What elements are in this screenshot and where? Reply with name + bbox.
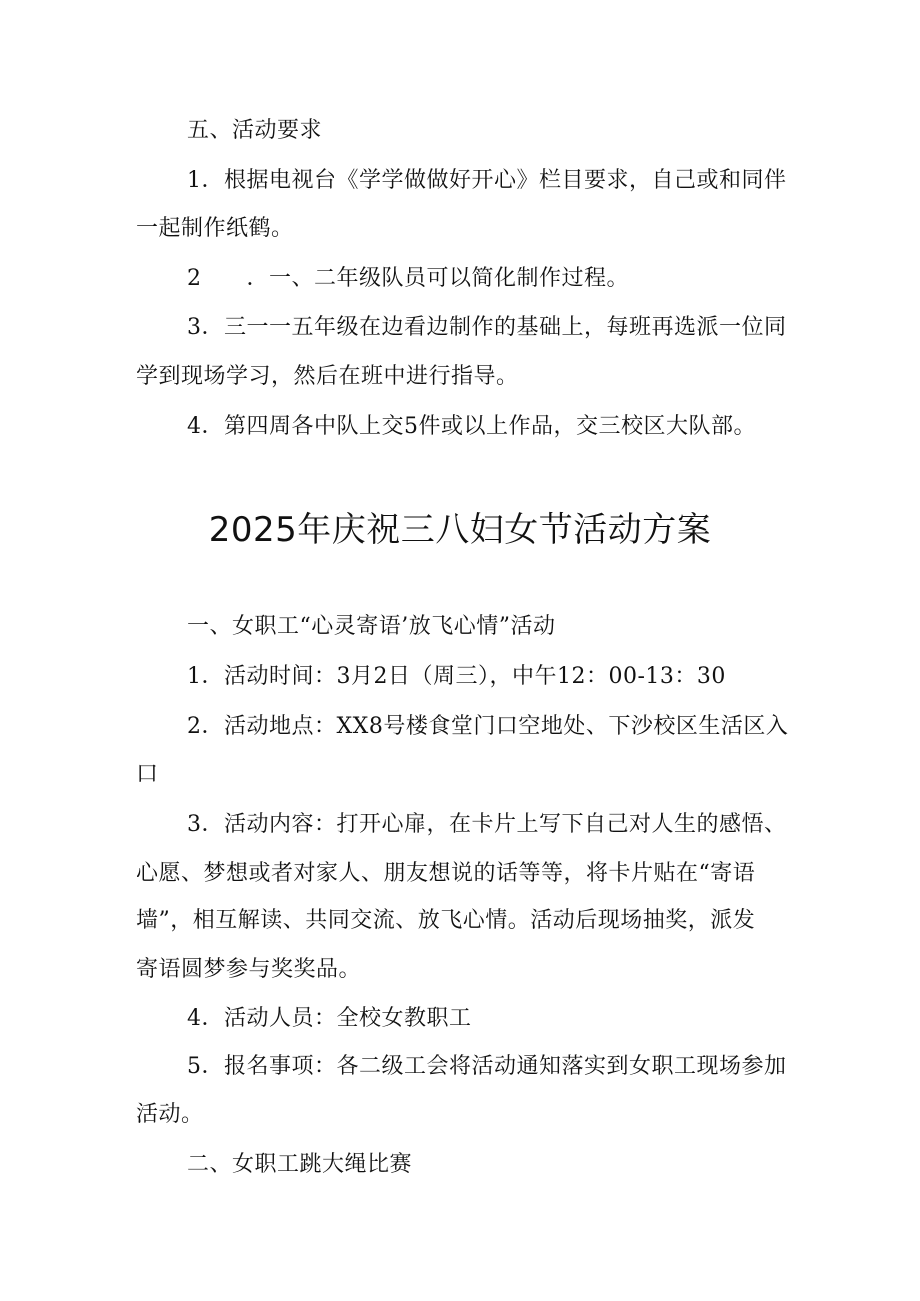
activity-location-line-2: 口	[136, 762, 159, 787]
document-title: 2025年庆祝三八妇女节活动方案	[208, 510, 712, 550]
requirement-item-1-line-2: 一起制作纸鹤。	[136, 216, 294, 241]
requirement-item-4: 4．第四周各中队上交5件或以上作品，交三校区大队部。	[187, 414, 756, 439]
activity-time: 1．活动时间：3月2日（周三），中午12：00-13：30	[187, 664, 726, 689]
activity-content-line-2: 心愿、梦想或者对家人、朋友想说的话等等，将卡片贴在“寄语	[136, 861, 756, 886]
registration-line-1: 5．报名事项：各二级工会将活动通知落实到女职工现场参加	[187, 1054, 787, 1079]
activity-content-line-1: 3．活动内容：打开心扉，在卡片上写下自己对人生的感悟、	[187, 812, 787, 837]
activity-location-line-1: 2．活动地点：XX8号楼食堂门口空地处、下沙校区生活区入	[187, 714, 789, 739]
requirement-item-3-line-1: 3．三一一五年级在边看边制作的基础上，每班再选派一位同	[187, 315, 787, 340]
activity-content-line-4: 寄语圆梦参与奖奖品。	[136, 957, 362, 982]
activity-content-line-3: 墙”，相互解读、共同交流、放飞心情。活动后现场抽奖，派发	[136, 908, 756, 933]
activity-participants: 4．活动人员：全校女教职工	[187, 1006, 472, 1031]
requirement-item-2: 2 ．一、二年级队员可以简化制作过程。	[187, 266, 629, 291]
requirement-item-1-line-1: 1．根据电视台《学学做做好开心》栏目要求，自己或和同伴	[187, 168, 787, 193]
registration-line-2: 活动。	[136, 1102, 204, 1127]
section-heading-activity-requirements: 五、活动要求	[187, 118, 323, 143]
section-heading-heart-message: 一、女职工“心灵寄语’放飞心情”活动	[187, 614, 556, 639]
section-heading-rope-skipping: 二、女职工跳大绳比赛	[187, 1152, 413, 1177]
requirement-item-3-line-2: 学到现场学习，然后在班中进行指导。	[136, 364, 519, 389]
